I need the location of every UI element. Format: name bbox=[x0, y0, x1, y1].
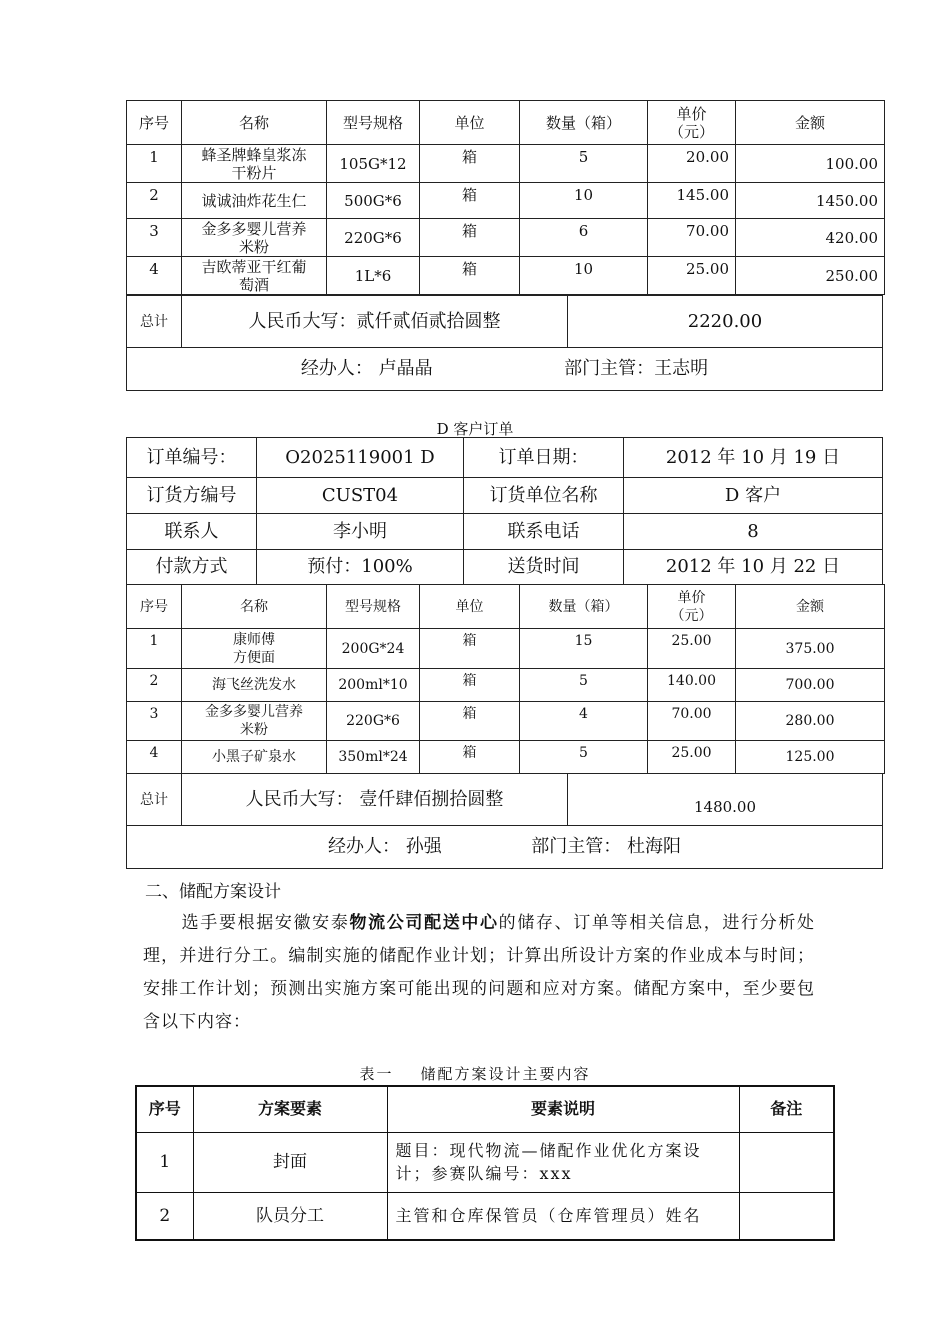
total-value: 1480.00 bbox=[568, 774, 883, 826]
order-c-items-table bbox=[126, 100, 885, 295]
contact-phone: 8 bbox=[624, 514, 883, 550]
table-row: 3 金多多婴儿营养 米粉 220G*6 箱 4 70.00 280.00 bbox=[127, 702, 885, 741]
header-spec: 型号规格 bbox=[327, 101, 420, 145]
table-row: 4 吉欧蒂亚干红葡 萄酒 1L*6 箱 10 25.00 250.00 bbox=[127, 257, 885, 295]
table1-caption: 表一 储配方案设计主要内容 bbox=[359, 1065, 591, 1083]
signature-row bbox=[127, 348, 883, 391]
table-row: 3 金多多婴儿营养 米粉 220G*6 箱 6 70.00 420.00 bbox=[127, 219, 885, 257]
total-label: 总计 bbox=[127, 774, 182, 826]
bold-text: 物流公司配送中心 bbox=[349, 913, 499, 933]
manager: 部门主管：王志明 bbox=[564, 358, 709, 379]
table-row: 2 海飞丝洗发水 200ml*10 箱 5 140.00 700.00 bbox=[127, 669, 885, 702]
table-row: 1 康师傅 方便面 200G*24 箱 15 25.00 375.00 bbox=[127, 629, 885, 669]
order-d-total-table bbox=[126, 773, 883, 869]
signature-row bbox=[127, 826, 883, 869]
section-paragraph: 选手要根据安徽安泰物流公司配送中心的储存、订单等相关信息，进行分析处理，并进行分工。编制实施的储配作业计划；计算出所设计方案的作业成本与时间；安排工作计划；预测出实施方案可能出现的问题和应对方案。储配方案中，至少要包含以下内容： bbox=[143, 913, 816, 1032]
order-date: 2012 年 10 月 19 日 bbox=[624, 438, 883, 478]
plan-content-table bbox=[135, 1085, 835, 1241]
total-label: 总计 bbox=[127, 296, 182, 348]
header-no: 序号 bbox=[127, 101, 182, 145]
manager: 部门主管： 杜海阳 bbox=[531, 836, 681, 857]
table-row: 1 封面 题目：现代物流—储配作业优化方案设计；参赛队编号：xxx bbox=[136, 1132, 834, 1192]
total-words: 人民币大写： 壹仟肆佰捌拾圆整 bbox=[182, 774, 568, 826]
table-header-row: 序号 方案要素 要素说明 备注 bbox=[136, 1086, 834, 1132]
header-amount: 金额 bbox=[736, 101, 885, 145]
table-row: 2 队员分工 主管和仓库保管员（仓库管理员）姓名 bbox=[136, 1192, 834, 1240]
order-d-info-table: 订单编号： O2025119001 D 订单日期： 2012 年 10 月 19 日 订货方编号 CUST04 订货单位名称 D 客户 联系人 李小明 联系电话 8 付款方式 预付：100% 送货时间 2012 年 10 月 22 日 bbox=[126, 437, 883, 585]
customer-id: CUST04 bbox=[257, 478, 464, 514]
header-qty: 数量（箱） bbox=[520, 101, 648, 145]
item-name: 蜂圣牌蜂皇浆冻 干粉片 bbox=[182, 145, 327, 183]
total-value: 2220.00 bbox=[568, 296, 883, 348]
table-row: 1 蜂圣牌蜂皇浆冻 干粉片 105G*12 箱 5 20.00 100.00 bbox=[127, 145, 885, 183]
contact-person: 李小明 bbox=[257, 514, 464, 550]
handler: 经办人： 卢晶晶 bbox=[300, 358, 433, 379]
delivery-date: 2012 年 10 月 22 日 bbox=[624, 550, 883, 585]
order-d-items-table bbox=[126, 584, 885, 774]
total-words: 人民币大写：贰仟贰佰贰拾圆整 bbox=[182, 296, 568, 348]
order-d-title: D 客户订单 bbox=[436, 420, 514, 438]
order-number: O2025119001 D bbox=[257, 438, 464, 478]
order-c-total-table bbox=[126, 295, 883, 391]
section-heading: 二、储配方案设计 bbox=[145, 882, 281, 902]
header-unit: 单位 bbox=[420, 101, 520, 145]
payment-method: 预付：100% bbox=[257, 550, 464, 585]
customer-name: D 客户 bbox=[624, 478, 883, 514]
handler: 经办人： 孙强 bbox=[328, 836, 442, 857]
header-name: 名称 bbox=[182, 101, 327, 145]
table-row: 2 诚诚油炸花生仁 500G*6 箱 10 145.00 1450.00 bbox=[127, 183, 885, 219]
table-header-row bbox=[127, 101, 885, 145]
table-row: 4 小黑子矿泉水 350ml*24 箱 5 25.00 125.00 bbox=[127, 741, 885, 774]
header-price: 单价 （元） bbox=[648, 101, 736, 145]
table-header-row: 序号 名称 型号规格 单位 数量（箱） 单价 （元） 金额 bbox=[127, 585, 885, 629]
